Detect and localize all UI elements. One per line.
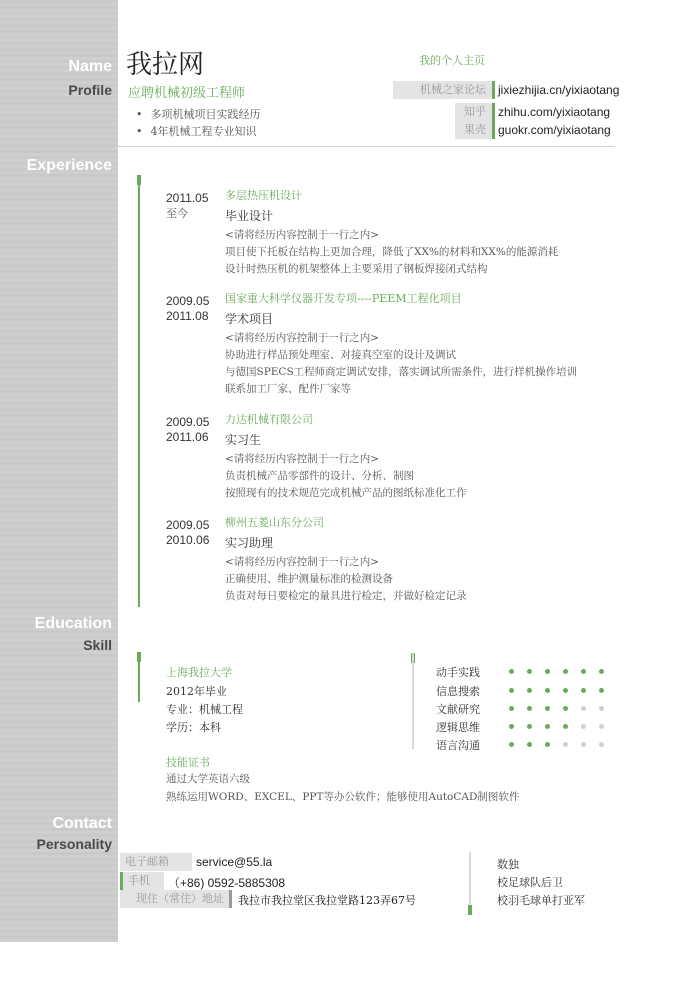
experience-org: 柳州五菱山东分公司 bbox=[225, 516, 324, 529]
homepage-link-label: 知乎 bbox=[455, 103, 495, 121]
skill-level-dot bbox=[509, 706, 514, 711]
skill-level-dot bbox=[581, 669, 586, 674]
education-major: 专业：机械工程 bbox=[166, 703, 243, 716]
phone-value[interactable]: （+86) 0592-5885308 bbox=[168, 876, 286, 890]
experience-org: 多层热压机设计 bbox=[225, 189, 302, 202]
experience-org: 国家重大科学仪器开发专项----PEEM工程化项目 bbox=[225, 292, 462, 305]
skill-level-dot bbox=[509, 688, 514, 693]
sidebar-experience-label: Experience bbox=[26, 157, 112, 174]
experience-desc-line: 项目使下托板在结构上更加合理，降低了XX%的材料和XX%的能源消耗 bbox=[225, 246, 559, 258]
sidebar-name-label: Name bbox=[68, 58, 112, 75]
skill-level-dot bbox=[509, 724, 514, 729]
personality-item: 校羽毛球单打亚军 bbox=[497, 894, 585, 907]
experience-desc-line: 联系加工厂家、配件厂家等 bbox=[225, 383, 351, 395]
experience-role: 学术项目 bbox=[225, 312, 274, 326]
certificate-line: 通过大学英语六级 bbox=[166, 773, 250, 785]
homepage-link-row[interactable] bbox=[393, 81, 618, 99]
skill-level-dot bbox=[545, 742, 550, 747]
address-value: 我拉市我拉堂区我拉堂路123弄67号 bbox=[238, 894, 416, 907]
experience-date-start: 2009.05 bbox=[166, 518, 210, 532]
timeline-cap bbox=[468, 905, 472, 915]
experience-date-end: 2011.06 bbox=[166, 430, 209, 444]
skill-level-dot bbox=[563, 706, 568, 711]
homepage-link-url[interactable]: zhihu.com/yixiaotang bbox=[498, 105, 611, 119]
certificate-title: 技能证书 bbox=[166, 756, 210, 769]
section-divider bbox=[118, 146, 615, 147]
homepage-link-row[interactable] bbox=[455, 121, 618, 139]
skills-divider bbox=[412, 653, 414, 749]
experience-date-start: 2009.05 bbox=[166, 294, 210, 308]
experience-desc-line: 负责对每日要检定的量具进行检定，并做好检定记录 bbox=[225, 590, 467, 602]
skill-name: 逻辑思维 bbox=[436, 721, 480, 734]
skill-level-dot bbox=[599, 688, 604, 693]
candidate-name: 我拉网 bbox=[126, 50, 205, 80]
skill-level-dot bbox=[581, 706, 586, 711]
education-degree: 学历：本科 bbox=[166, 721, 221, 734]
skill-level-dot bbox=[563, 669, 568, 674]
homepage-link-url[interactable]: jixiezhijia.cn/yixiaotang bbox=[498, 83, 620, 97]
homepage-title: 我的个人主页 bbox=[419, 54, 485, 67]
skill-level-dot bbox=[599, 742, 604, 747]
personality-item: 校足球队后卫 bbox=[497, 876, 563, 889]
skill-level-dot bbox=[545, 724, 550, 729]
skill-level-dot bbox=[545, 706, 550, 711]
skill-level-dot bbox=[545, 688, 550, 693]
homepage-link-label: 机械之家论坛 bbox=[393, 81, 495, 99]
skill-level-dot bbox=[599, 706, 604, 711]
address-label: 现住（常住）地址 bbox=[120, 890, 232, 908]
skill-level-dot bbox=[509, 669, 514, 674]
experience-org: 力达机械有限公司 bbox=[225, 413, 313, 426]
experience-role: 实习生 bbox=[225, 433, 262, 447]
sidebar-education-label: Education bbox=[34, 615, 112, 632]
profile-bullet: • 多项机械项目实践经历 bbox=[136, 106, 261, 122]
sidebar-skill-label: Skill bbox=[83, 637, 112, 653]
experience-date-end: 至今 bbox=[166, 207, 188, 220]
experience-desc-line: 负责机械产品零部件的设计、分析、制图 bbox=[225, 470, 414, 482]
certificate-line: 熟练运用WORD、EXCEL、PPT等办公软件；能够使用AutoCAD制图软件 bbox=[166, 791, 520, 803]
skill-level-dot bbox=[581, 724, 586, 729]
experience-date-start: 2009.05 bbox=[166, 415, 210, 429]
experience-desc-line: <请将经历内容控制于一行之内> bbox=[225, 453, 380, 465]
sidebar bbox=[0, 0, 118, 942]
skill-level-dot bbox=[581, 688, 586, 693]
homepage-link-row[interactable] bbox=[455, 103, 618, 121]
skill-level-dot bbox=[527, 706, 532, 711]
job-title: 应聘机械初级工程师 bbox=[128, 86, 246, 101]
experience-timeline-line bbox=[138, 175, 140, 607]
skill-level-dot bbox=[527, 669, 532, 674]
homepage-link-label: 果壳 bbox=[455, 121, 495, 139]
skill-level-dot bbox=[527, 724, 532, 729]
skill-name: 信息搜索 bbox=[436, 685, 480, 698]
skill-name: 文献研究 bbox=[436, 703, 480, 716]
homepage-link-url[interactable]: guokr.com/yixiaotang bbox=[498, 123, 611, 137]
skill-level-dot bbox=[599, 724, 604, 729]
skill-level-dot bbox=[563, 688, 568, 693]
experience-desc-line: 按照现有的技术规范完成机械产品的图纸标准化工作 bbox=[225, 487, 467, 499]
experience-date-end: 2010.06 bbox=[166, 533, 210, 547]
skill-level-dot bbox=[563, 742, 568, 747]
skill-level-dot bbox=[581, 742, 586, 747]
experience-role: 毕业设计 bbox=[225, 209, 274, 223]
skill-level-dot bbox=[509, 742, 514, 747]
email-label: 电子邮箱 bbox=[120, 853, 192, 871]
skill-name: 语言沟通 bbox=[436, 739, 480, 752]
skill-level-dot bbox=[527, 688, 532, 693]
experience-desc-line: 设计时热压机的机架整体上主要采用了钢板焊接闭式结构 bbox=[225, 263, 488, 275]
experience-desc-line: 协助进行样品预处理室、对接真空室的设计及调试 bbox=[225, 349, 456, 361]
personality-item: 数独 bbox=[497, 858, 519, 871]
experience-date-start: 2011.05 bbox=[166, 191, 209, 205]
email-value[interactable]: service@55.la bbox=[196, 855, 273, 869]
education-graduation: 2012年毕业 bbox=[166, 685, 227, 698]
skill-level-dot bbox=[527, 742, 532, 747]
experience-desc-line: <请将经历内容控制于一行之内> bbox=[225, 556, 380, 568]
education-school: 上海我拉大学 bbox=[166, 666, 232, 679]
experience-desc-line: <请将经历内容控制于一行之内> bbox=[225, 229, 380, 241]
experience-desc-line: <请将经历内容控制于一行之内> bbox=[225, 332, 380, 344]
experience-date-end: 2011.08 bbox=[166, 309, 209, 323]
sidebar-contact-label: Contact bbox=[52, 815, 112, 832]
profile-bullet: • 4年机械工程专业知识 bbox=[136, 123, 257, 139]
experience-desc-line: 与德国SPECS工程师商定调试安排，落实调试所需条件，进行样机操作培训 bbox=[225, 366, 578, 378]
skill-level-dot bbox=[563, 724, 568, 729]
skill-level-dot bbox=[545, 669, 550, 674]
experience-desc-line: 正确使用、维护测量标准的检测设备 bbox=[225, 573, 393, 585]
skill-level-dot bbox=[599, 669, 604, 674]
education-timeline-line bbox=[138, 652, 140, 702]
sidebar-profile-label: Profile bbox=[68, 82, 112, 98]
experience-role: 实习助理 bbox=[225, 536, 274, 550]
sidebar-personality-label: Personality bbox=[36, 836, 112, 852]
skill-name: 动手实践 bbox=[436, 666, 480, 679]
phone-label: 手机 bbox=[120, 872, 164, 890]
